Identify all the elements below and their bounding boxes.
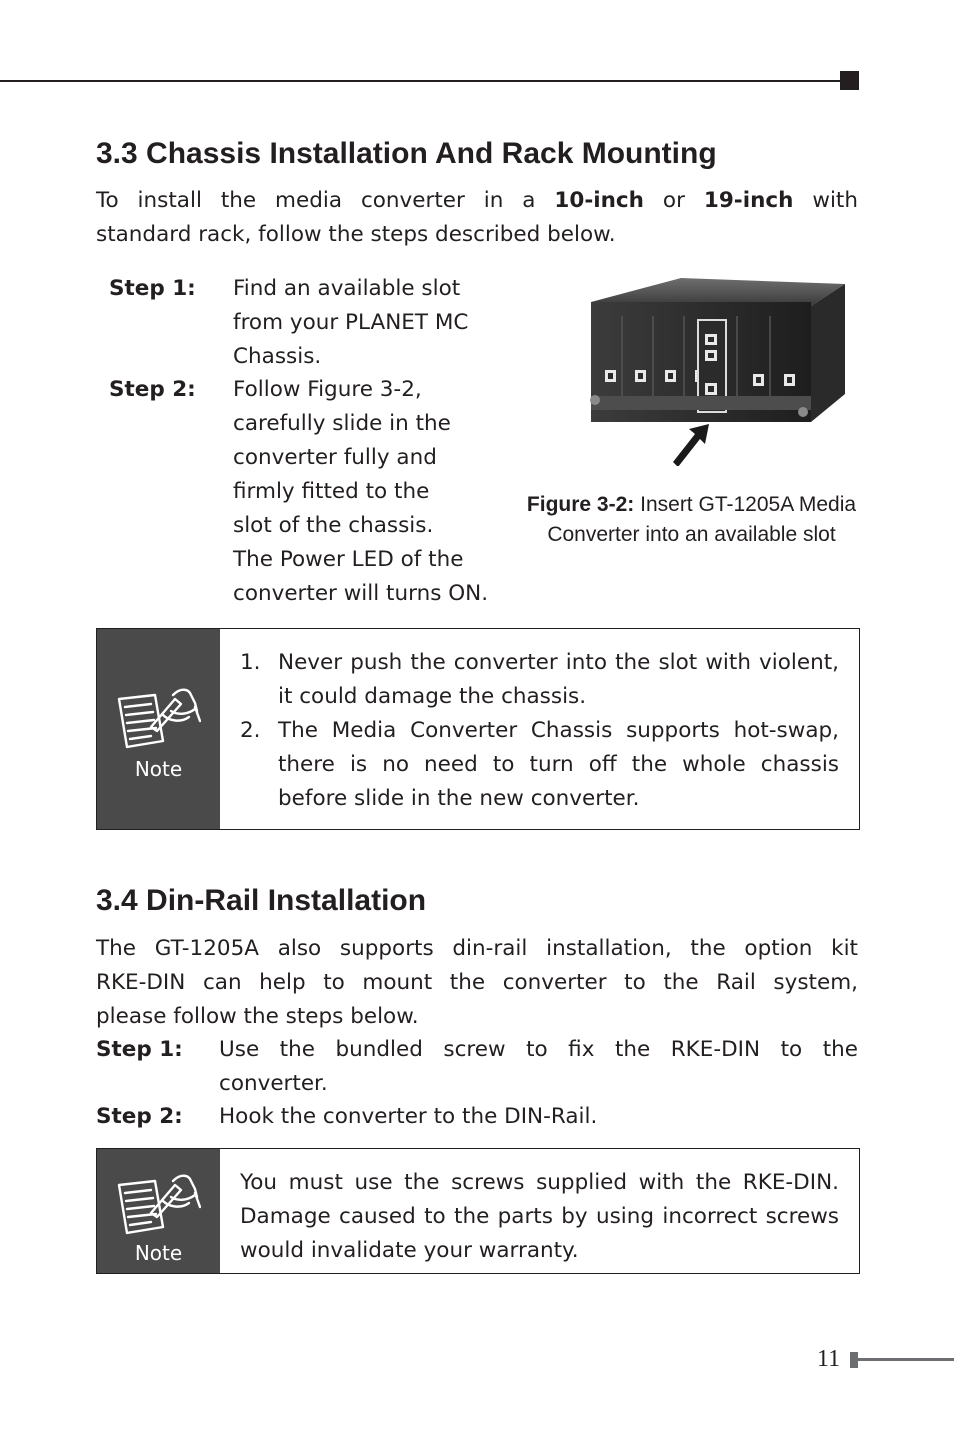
din-step-1-text: Use the bundled screw to fix the RKE-DIN to the converter. (219, 1037, 858, 1096)
figure-caption (525, 490, 858, 550)
section-3-3-heading: 3.3 Chassis Installation And Rack Mounting (96, 137, 717, 170)
intro-line-2: standard rack, follow the steps described below. (96, 222, 616, 247)
note-pen-hand-icon (115, 1171, 201, 1241)
header-rule (0, 80, 842, 82)
note-list-item: 1. Never push the converter into the slot with violent, it could damage the chassis. (240, 650, 839, 709)
note-list-item: 2. The Media Converter Chassis supports hot-swap, there is no need to turn off the whole chassis before slide in the new converter. (240, 718, 839, 811)
note-body (220, 629, 859, 829)
note-box-chassis (96, 628, 860, 830)
note-label: Note (134, 1241, 183, 1265)
figure-label: Figure 3-2: (526, 493, 635, 516)
step-2-label: Step 2: (109, 377, 196, 402)
din-step-2-label: Step 2: (96, 1104, 183, 1129)
step-1-text: Find an available slot from your PLANET MC Chassis. (233, 276, 469, 369)
note-sidebar (97, 629, 220, 829)
figure-caption-text: Insert GT-1205A Media Converter into an available slot (547, 493, 857, 546)
note-box-din (96, 1148, 860, 1274)
note-sidebar (97, 1149, 220, 1273)
footer-rule (858, 1358, 954, 1361)
note-label: Note (134, 757, 183, 781)
header-square (840, 71, 859, 90)
section-3-4-intro: The GT-1205A also supports din-rail installation, the option kit RKE-DIN can help to mount the converter to the Rail system, please follow the steps below. (96, 936, 858, 1029)
note-body (220, 1149, 859, 1273)
din-step-1-label: Step 1: (96, 1037, 183, 1062)
step-1-label: Step 1: (109, 276, 196, 301)
size-10-inch: 10-inch (554, 188, 644, 213)
note-pen-hand-icon (115, 685, 201, 755)
step-2-text: Follow Figure 3-2, carefully slide in the converter fully and firmly fitted to the slot of the chassis. The Power LED of the converter will turns ON. (233, 377, 489, 606)
intro-line-1: To install the media converter in a 10-inch or 19-inch with (96, 188, 858, 213)
footer-square (850, 1352, 858, 1368)
chassis-figure (585, 276, 847, 466)
din-step-2-text: Hook the converter to the DIN-Rail. (219, 1104, 598, 1129)
section-3-3-intro (96, 184, 858, 252)
chassis-illustration (585, 276, 847, 466)
note-text: You must use the screws supplied with the RKE-DIN. Damage caused to the parts by using incorrect screws would invalidate your warranty. (240, 1170, 839, 1263)
size-19-inch: 19-inch (703, 188, 794, 213)
page-number: 11 (817, 1346, 841, 1372)
section-3-4-heading: 3.4 Din-Rail Installation (96, 884, 427, 917)
